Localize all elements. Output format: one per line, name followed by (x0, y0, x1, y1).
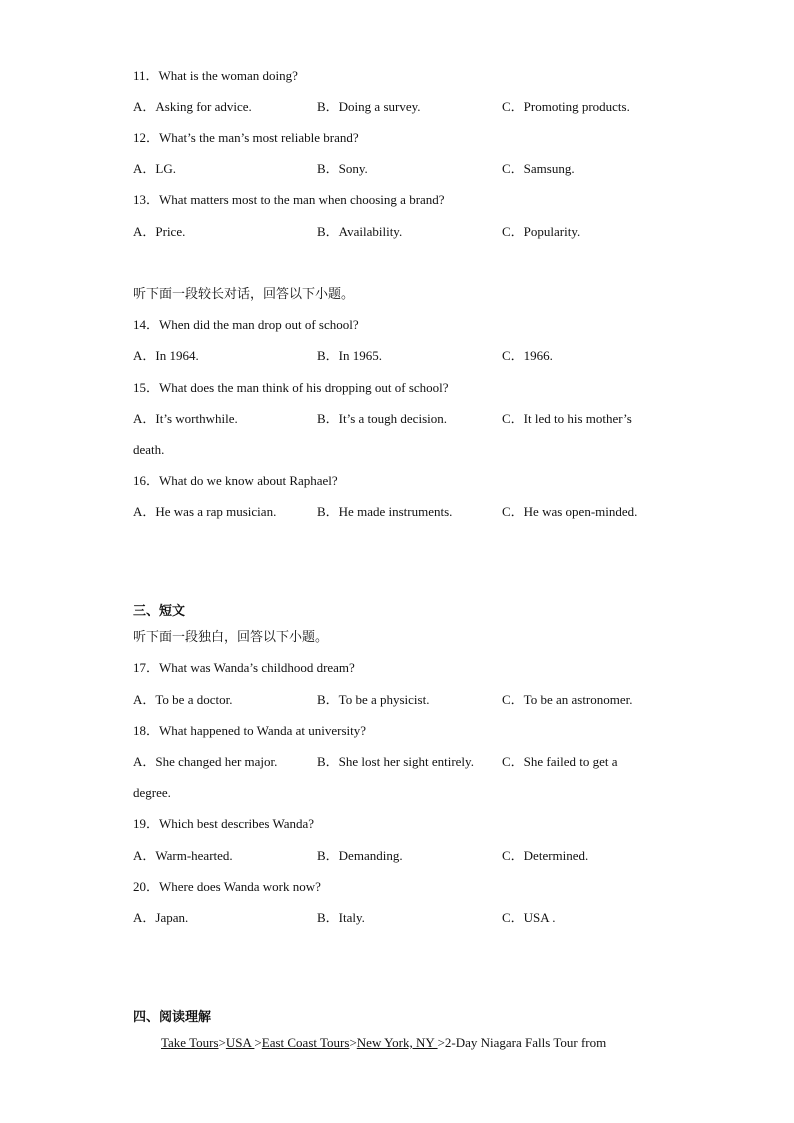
q17-option-c: C．To be an astronomer. (502, 692, 633, 707)
breadcrumb-separator: > (254, 1035, 262, 1050)
breadcrumb (161, 1035, 606, 1051)
question-17: 17．What was Wanda’s childhood dream? (133, 660, 355, 675)
instruction-monologue: 听下面一段独白，回答以下小题。 (133, 629, 329, 644)
q18-option-c-continued: degree. (133, 785, 171, 800)
q16-option-c: C．He was open-minded. (502, 504, 638, 519)
q14-option-a: A．In 1964. (133, 348, 199, 363)
q11-option-a: A．Asking for advice. (133, 99, 252, 114)
q15-option-c: C．It led to his mother’s (502, 411, 632, 426)
q11-option-b: B．Doing a survey. (317, 99, 421, 114)
q18-option-b: B．She lost her sight entirely. (317, 754, 474, 769)
q17-option-a: A．To be a doctor. (133, 692, 233, 707)
q20-option-b: B．Italy. (317, 910, 365, 925)
q14-option-c: C．1966. (502, 348, 553, 363)
question-15: 15．What does the man think of his dropping out of school? (133, 380, 449, 395)
question-12: 12．What’s the man’s most reliable brand? (133, 130, 359, 145)
q16-option-a: A．He was a rap musician. (133, 504, 277, 519)
q17-option-b: B．To be a physicist. (317, 692, 430, 707)
q12-option-b: B．Sony. (317, 161, 368, 176)
q19-option-b: B．Demanding. (317, 848, 403, 863)
q20-option-a: A．Japan. (133, 910, 189, 925)
q16-option-b: B．He made instruments. (317, 504, 453, 519)
instruction-long-dialogue: 听下面一段较长对话，回答以下小题。 (133, 286, 355, 301)
question-16: 16．What do we know about Raphael? (133, 473, 338, 488)
section-4-heading: 四、阅读理解 (133, 1009, 212, 1024)
q11-option-c: C．Promoting products. (502, 99, 630, 114)
breadcrumb-new-york[interactable]: New York, NY (356, 1035, 438, 1050)
q19-option-a: A．Warm-hearted. (133, 848, 233, 863)
question-11: 11．What is the woman doing? (133, 68, 298, 83)
breadcrumb-separator: > (437, 1035, 445, 1050)
q18-option-c: C．She failed to get a (502, 754, 618, 769)
q15-option-a: A．It’s worthwhile. (133, 411, 238, 426)
breadcrumb-take-tours[interactable]: Take Tours (161, 1035, 219, 1050)
q14-option-b: B．In 1965. (317, 348, 383, 363)
question-13: 13．What matters most to the man when choosing a brand? (133, 192, 445, 207)
q13-option-c: C．Popularity. (502, 224, 581, 239)
breadcrumb-separator: > (218, 1035, 226, 1050)
question-18: 18．What happened to Wanda at university? (133, 723, 367, 738)
question-14: 14．When did the man drop out of school? (133, 317, 359, 332)
q13-option-a: A．Price. (133, 224, 186, 239)
q15-option-b: B．It’s a tough decision. (317, 411, 447, 426)
breadcrumb-separator: > (349, 1035, 357, 1050)
question-19: 19．Which best describes Wanda? (133, 816, 315, 831)
q15-option-c-continued: death. (133, 442, 165, 457)
q19-option-c: C．Determined. (502, 848, 589, 863)
question-20: 20．Where does Wanda work now? (133, 879, 321, 894)
q12-option-c: C．Samsung. (502, 161, 575, 176)
breadcrumb-east-coast-tours[interactable]: East Coast Tours (261, 1035, 350, 1050)
breadcrumb-current: 2-Day Niagara Falls Tour from (444, 1035, 607, 1050)
q20-option-c: C．USA . (502, 910, 556, 925)
breadcrumb-usa[interactable]: USA (225, 1035, 255, 1050)
q18-option-a: A．She changed her major. (133, 754, 278, 769)
q13-option-b: B．Availability. (317, 224, 403, 239)
section-3-heading: 三、短文 (133, 603, 186, 618)
q12-option-a: A．LG. (133, 161, 176, 176)
